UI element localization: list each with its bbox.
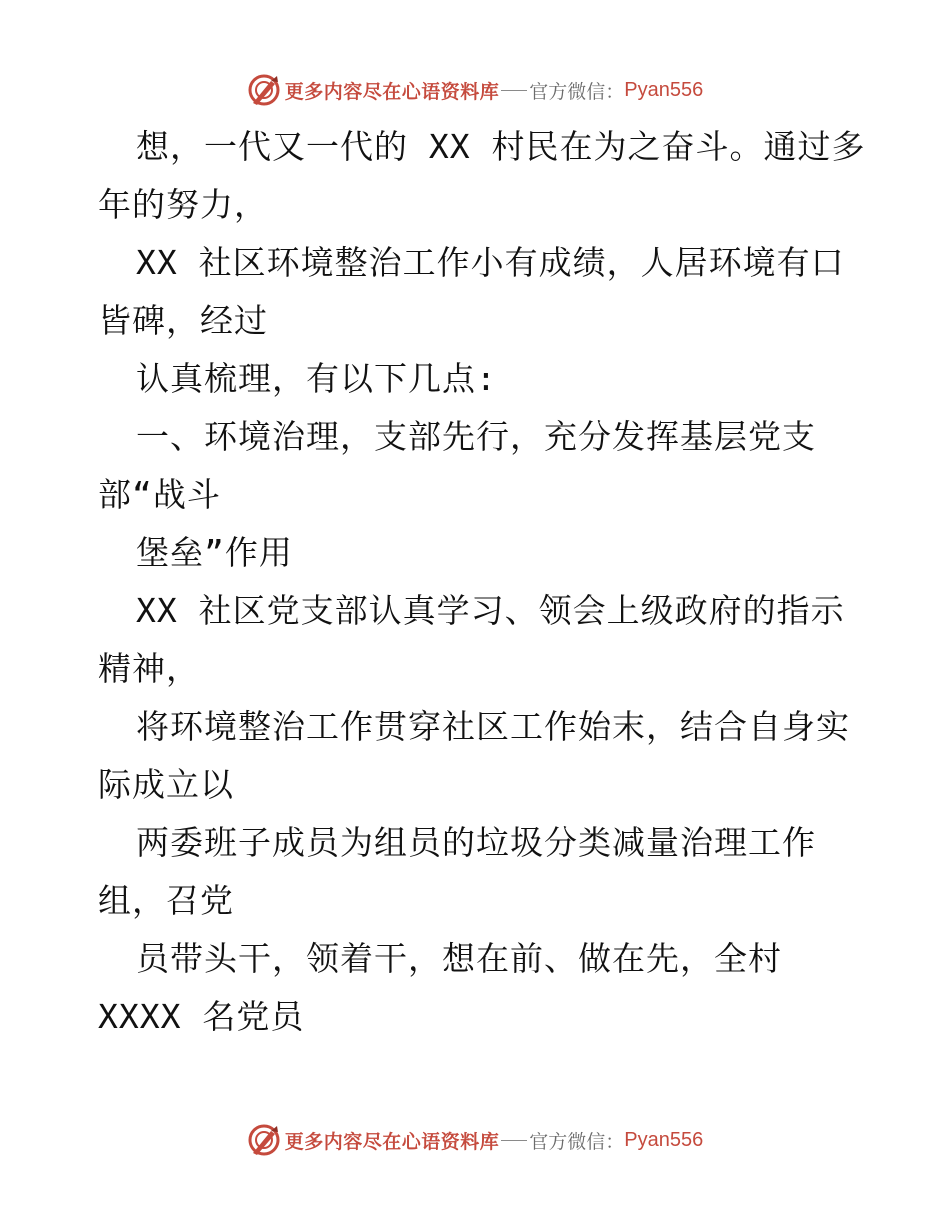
- text-line: XXXX 名党员: [98, 997, 305, 1036]
- text-line: XX 社区环境整治工作小有成绩，人居环境有口: [136, 243, 845, 282]
- footer-watermark-banner: [0, 1122, 950, 1158]
- document-body: [98, 118, 878, 1046]
- text-line: 将环境整治工作贯穿社区工作始末，结合自身实: [136, 707, 850, 746]
- banner-wechat-id: Pyan556: [624, 78, 704, 101]
- text-line: 一、环境治理，支部先行，充分发挥基层党支: [136, 417, 816, 456]
- text-line: 认真梳理，有以下几点:: [136, 359, 497, 398]
- text-line: 际成立以: [98, 765, 234, 804]
- text-line: 年的努力，: [98, 185, 268, 224]
- text-line: 员带头干，领着干，想在前、做在先，全村: [136, 939, 782, 978]
- banner-text: 更多内容尽在心语资料库: [284, 1130, 500, 1153]
- banner-wechat-id: Pyan556: [624, 1128, 704, 1151]
- text-line: 堡垒”作用: [136, 533, 293, 572]
- text-line: 想，一代又一代的 XX 村民在为之奋斗。通过多: [136, 127, 866, 166]
- banner-text: 更多内容尽在心语资料库: [284, 80, 500, 103]
- text-line: XX 社区党支部认真学习、领会上级政府的指示: [136, 591, 845, 630]
- banner-divider: [501, 1140, 527, 1141]
- text-line: 部“战斗: [98, 475, 221, 514]
- banner-official-label: 官方微信：: [529, 1130, 625, 1153]
- banner-divider: [501, 90, 527, 91]
- text-line: 皆碑，经过: [98, 301, 268, 340]
- header-watermark-banner: [0, 72, 950, 108]
- pen-logo-icon: [247, 73, 281, 107]
- text-line: 组，召党: [98, 881, 234, 920]
- text-line: 精神，: [98, 649, 200, 688]
- banner-official-label: 官方微信：: [529, 80, 625, 103]
- text-line: 两委班子成员为组员的垃圾分类减量治理工作: [136, 823, 816, 862]
- pen-logo-icon: [247, 1123, 281, 1157]
